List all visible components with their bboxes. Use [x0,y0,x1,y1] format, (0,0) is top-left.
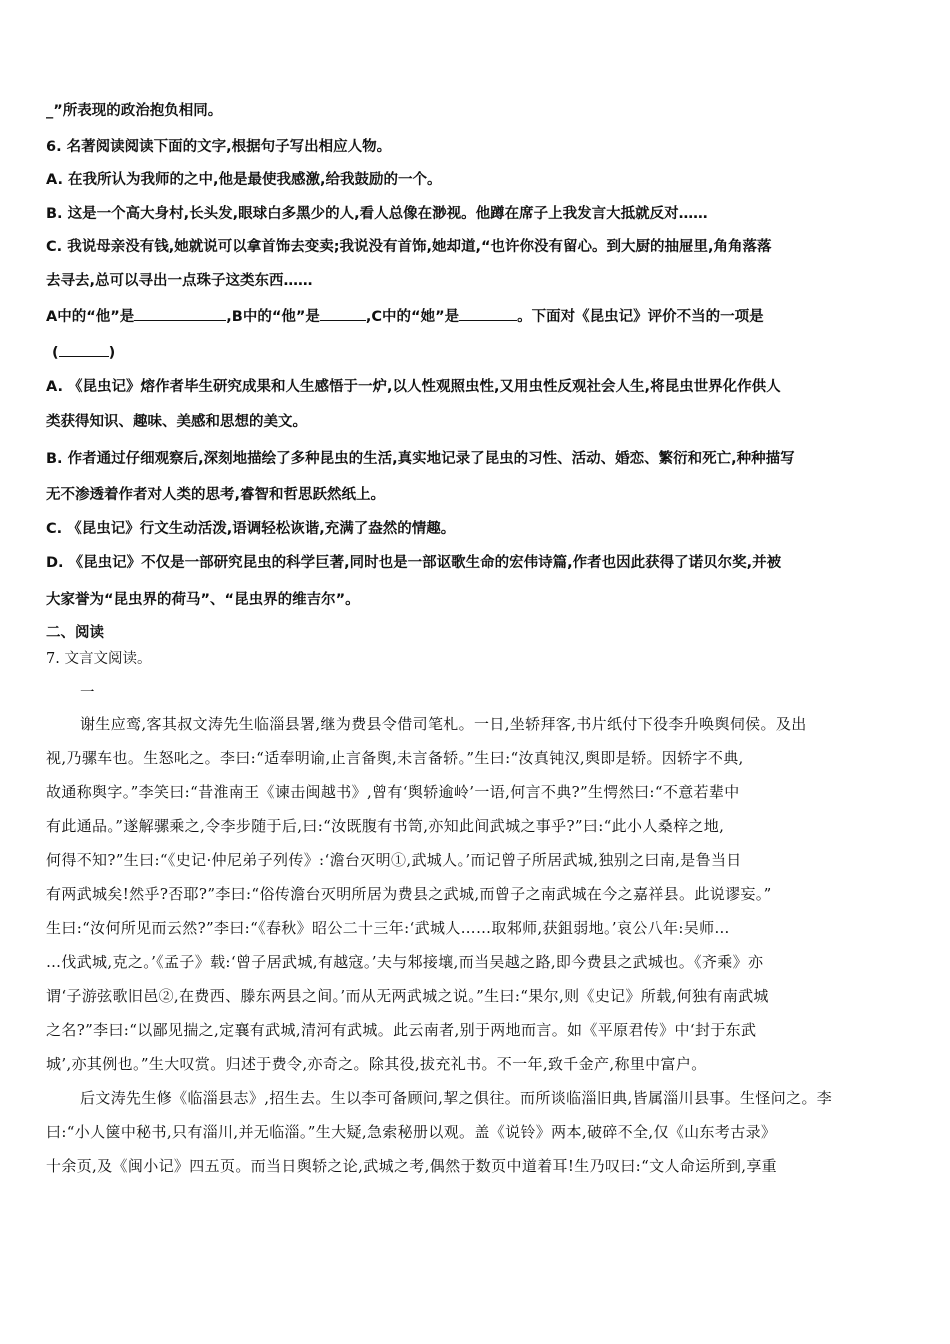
paren-open: ( [52,345,59,361]
answer-blank-choice[interactable] [59,342,109,357]
passage-line: 谢生应鸾,客其叔文涛先生临淄县署,继为费县令借司笔札。一日,坐轿拜客,书片纸付下役李升唤舆伺侯。及出 [80,715,807,733]
q6-quote-c-line1: C. 我说母亲没有钱,她就说可以拿首饰去变卖;我说没有首饰,她却道,“也许你没有留心。到大厨的抽屉里,角角落落 [46,239,772,255]
passage-line: …伐武城,克之。’《孟子》载:‘曾子居武城,有越寇。’夫与邾接壤,而当吴越之路,即今费县之武城也。《齐乘》亦 [46,953,764,971]
fill-a-label: A中的“他”是 [46,309,135,325]
passage-line: 城’,亦其例也。”生大叹赏。归述于费令,亦奇之。除其役,拔充礼书。不一年,致千金产,称里中富户。 [46,1055,707,1073]
q7-stem: 7. 文言文阅读。 [46,651,152,667]
passage-line: 后文涛先生修《临淄县志》,招生去。生以李可备顾问,挈之俱往。而所谈临淄旧典,皆属淄川县事。生怪问之。李 [80,1089,833,1107]
q6-option-b-line2: 无不渗透着作者对人类的思考,睿智和哲思跃然纸上。 [46,487,386,503]
passage-line: 视,乃骡车也。生怒叱之。李曰:“适奉明谕,止言备舆,未言备轿。”生曰:“汝真钝汉,舆即是轿。因轿字不典, [46,749,744,767]
passage-line: 何得不知?”生曰:“《史记·仲尼弟子列传》:‘澹台灭明①,武城人。’而记曾子所居武城,独别之曰南,是鲁当日 [46,851,742,869]
passage-line: 有两武城矣!然乎?否耶?”李曰:“俗传澹台灭明所居为费县之武城,而曾子之南武城在今之嘉祥县。此说谬妄。” [46,885,772,903]
passage-line: 有此通品。”遂解骡乘之,令李步随于后,曰:“汝既腹有书笥,亦知此间武城之事乎?”曰:“此小人桑梓之地, [46,817,725,835]
passage-line: 谓‘子游弦歌旧邑②,在费西、滕东两县之间。’而从无两武城之说。”生曰:“果尔,则《史记》所载,何独有南武城 [46,987,769,1005]
answer-blank-b[interactable] [320,306,366,321]
q6-option-b-line1: B. 作者通过仔细观察后,深刻地描绘了多种昆虫的生活,真实地记录了昆虫的习性、活动、婚恋、繁衍和死亡,种种描写 [46,451,795,467]
q6-quote-a: A. 在我所认为我师的之中,他是最使我感激,给我鼓励的一个。 [46,172,442,188]
q6-fill-line [46,306,906,327]
q6-option-a-line1: A. 《昆虫记》熔作者毕生研究成果和人生感悟于一炉,以人性观照虫性,又用虫性反观社会人生,将昆虫世界化作供人 [46,379,781,395]
q6-stem: 6. 名著阅读阅读下面的文字,根据句子写出相应人物。 [46,139,392,155]
section-heading-reading: 二、阅读 [46,625,104,641]
answer-blank-c[interactable] [459,306,517,321]
q6-option-d-line1: D. 《昆虫记》不仅是一部研究昆虫的科学巨著,同时也是一部讴歌生命的宏伟诗篇,作者也因此获得了诺贝尔奖,并被 [46,555,782,571]
fill-end-label: 。下面对《昆虫记》评价不当的一项是 [517,309,764,325]
passage-line: 曰:“小人箧中秘书,只有淄川,并无临淄。”生大疑,急索秘册以观。盖《说铃》两本,破碎不全,仅《山东考古录》 [46,1123,777,1141]
passage-line: 十余页,及《闽小记》四五页。而当日舆轿之论,武城之考,偶然于数页中道着耳!生乃叹曰:“文人命运所到,享重 [46,1157,778,1175]
fill-c-label: ,C中的“她”是 [365,309,460,325]
q6-option-c: C. 《昆虫记》行文生动活泼,语调轻松诙谐,充满了盎然的情趣。 [46,521,456,537]
q6-choice-paren [52,342,912,363]
q6-quote-b: B. 这是一个高大身村,长头发,眼球白多黑少的人,看人总像在渺视。他蹲在席子上我发言大抵就反对…… [46,206,708,222]
q7-part-marker: 一 [80,685,95,701]
q5-tail: _”所表现的政治抱负相同。 [46,103,223,119]
paren-close: ) [108,345,116,361]
passage-line: 故通称舆字。”李笑曰:“昔淮南王《谏击闽越书》,曾有‘舆轿逾岭’一语,何言不典?”生愕然曰:“不意若辈中 [46,783,740,801]
passage-line: 生曰:“汝何所见而云然?”李曰:“《春秋》昭公二十三年:‘武城人……取邾师,获鉏弱地。’哀公八年:吴师… [46,919,730,937]
q6-quote-c-line2: 去寻去,总可以寻出一点珠子这类东西…… [46,273,313,289]
q6-option-a-line2: 类获得知识、趣味、美感和思想的美文。 [46,414,307,430]
q6-option-d-line2: 大家誉为“昆虫界的荷马”、“昆虫界的维吉尔”。 [46,592,360,608]
fill-b-label: ,B中的“他”是 [226,309,320,325]
passage-line: 之名?”李曰:“以鄙见揣之,定襄有武城,清河有武城。此云南者,别于两地而言。如《平原君传》中‘封于东武 [46,1021,757,1039]
answer-blank-a[interactable] [134,306,226,321]
